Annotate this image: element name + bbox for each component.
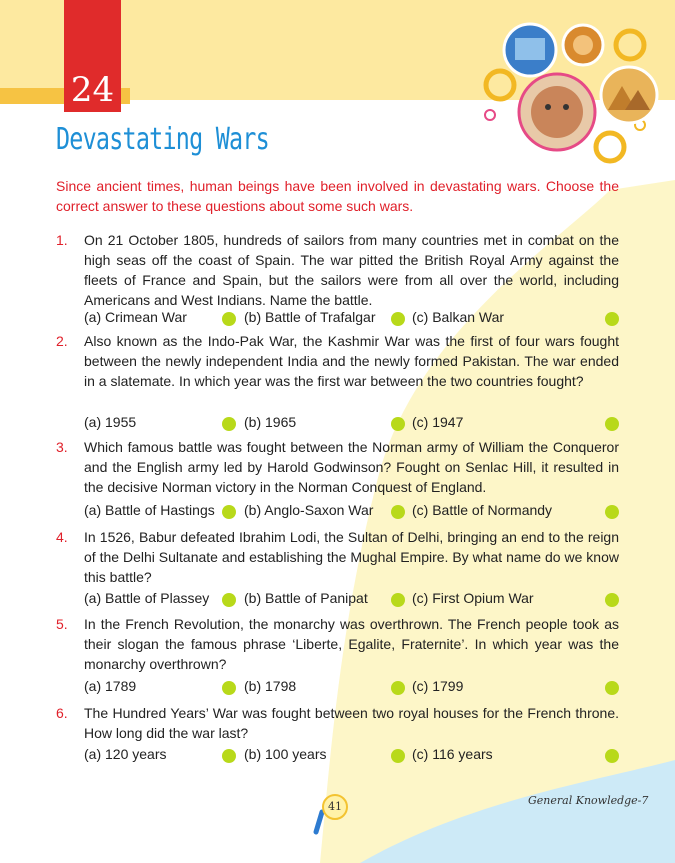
option-b: (b) 1798 [244, 678, 297, 694]
intro-paragraph: Since ancient times, human beings have been involved in devastating wars. Choose the correct answer to these questions about some such wars. [56, 178, 619, 214]
magnifying-glass-icon [316, 812, 322, 832]
page-title: Devastating Wars [56, 122, 269, 157]
question-number: 6. [56, 705, 68, 721]
option-a: (a) Battle of Plassey [84, 590, 210, 606]
option-c: (c) 1947 [412, 414, 464, 430]
option-b: (b) Battle of Trafalgar [244, 309, 376, 325]
question-text: On 21 October 1805, hundreds of sailors from many countries met in combat on the high seas off the coast of Spain. The war pitted the British Royal Army against the fleets of France and Spain, but the sailors were from all over the world, including Americans and West Indians. Name the battle. [84, 232, 619, 308]
question-text: Which famous battle was fought between the Norman army of William the Conqueror and the English army led by Harold Godwinson? Fought on Senlac Hill, it resulted in the decisive Norman victory in the Norman Conquest of England. [84, 439, 619, 495]
question-number: 5. [56, 616, 68, 632]
option-b: (b) 100 years [244, 746, 327, 762]
chapter-number-badge: 24 [64, 0, 121, 112]
option-c: (c) 116 years [412, 746, 493, 762]
question-number: 4. [56, 529, 68, 545]
question-number: 2. [56, 333, 68, 349]
option-b: (b) 1965 [244, 414, 297, 430]
option-a: (a) Battle of Hastings [84, 502, 215, 518]
option-c: (c) Balkan War [412, 309, 505, 325]
option-b: (b) Anglo-Saxon War [244, 502, 374, 518]
option-a: (a) 1955 [84, 414, 137, 430]
page-number: 41 [322, 794, 348, 820]
question-text: In 1526, Babur defeated Ibrahim Lodi, the Sultan of Delhi, bringing an end to the reign of the Delhi Sultanate and establishing the Mughal Empire. By what name do we know this battle? [84, 529, 619, 585]
option-a: (a) 1789 [84, 678, 137, 694]
option-a: (a) Crimean War [84, 309, 187, 325]
option-c: (c) Battle of Normandy [412, 502, 553, 518]
option-a: (a) 120 years [84, 746, 167, 762]
question-number: 1. [56, 232, 68, 248]
question-text: Also known as the Indo-Pak War, the Kashmir War was the first of four wars fought between the newly independent India and the newly formed Pakistan. The war ended in a slatemate. In which year was the first war between the two countries fought? [84, 333, 619, 389]
option-c: (c) 1799 [412, 678, 464, 694]
option-b: (b) Battle of Panipat [244, 590, 368, 606]
question-text: The Hundred Years’ War was fought between two royal houses for the French throne. How long did the war last? [84, 705, 619, 741]
book-label: General Knowledge-7 [528, 794, 649, 807]
option-c: (c) First Opium War [412, 590, 534, 606]
question-number: 3. [56, 439, 68, 455]
question-text: In the French Revolution, the monarchy was overthrown. The French people took as their slogan the famous phrase ‘Liberte, Egalite, Fraternite’. In which year was the monarchy overthrown? [84, 616, 619, 672]
